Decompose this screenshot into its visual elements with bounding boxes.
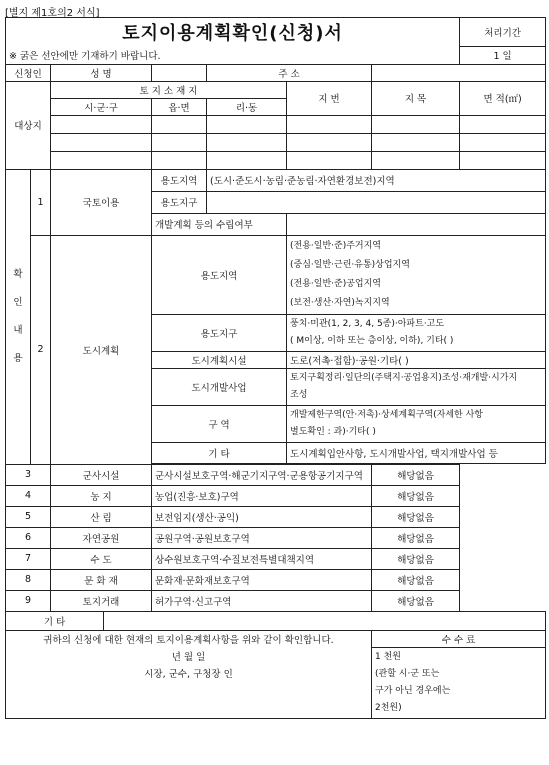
applicant-name-label: 성 명 <box>51 64 152 81</box>
confirmation-date: 년 월 일 <box>171 651 206 663</box>
forest-label: 산 림 <box>51 506 152 527</box>
confirmation-signer: 시장, 군수, 구청장 인 <box>144 668 233 680</box>
ridong-field[interactable] <box>207 133 287 151</box>
forest-status: 해당없음 <box>372 506 460 527</box>
row-number: 2 <box>31 235 51 464</box>
cultural-heritage-value: 문화재·문화재보호구역 <box>152 569 372 590</box>
land-use-form-table <box>5 17 546 719</box>
forest-value: 보전임지(생산·공익) <box>152 506 372 527</box>
confirmation-statement-block <box>6 630 372 718</box>
area-field[interactable] <box>460 115 546 133</box>
urban-zone-value: 개발제한구역(안·저촉)·상세계획구역(자세한 사항 별도확인 : 과)·기타( ) <box>287 405 546 442</box>
processing-period-value: 1 일 <box>460 46 546 64</box>
row-number: 3 <box>6 464 51 485</box>
eupmyeon-field[interactable] <box>152 133 207 151</box>
row-number: 6 <box>6 527 51 548</box>
jimok-field[interactable] <box>372 151 460 169</box>
jimok-field[interactable] <box>372 115 460 133</box>
area-field[interactable] <box>460 151 546 169</box>
urban-facility-value: 도로(저촉·접함)·공원·기타( ) <box>287 351 546 368</box>
applicant-address-field[interactable] <box>372 64 546 81</box>
military-facility-status: 해당없음 <box>372 464 460 485</box>
confirmation-statement: 귀하의 신청에 대한 현재의 토지이용계획사항을 위와 같이 확인합니다. <box>43 634 334 646</box>
jibeon-field[interactable] <box>287 151 372 169</box>
row-number: 8 <box>6 569 51 590</box>
cultural-heritage-status: 해당없음 <box>372 569 460 590</box>
row-number: 5 <box>6 506 51 527</box>
dev-plan-value[interactable] <box>287 213 546 235</box>
jibeon-label: 지 번 <box>287 81 372 115</box>
fee-value: 1 천원 (관할 시·군 또는 구가 아닌 경우에는 2천원) <box>372 647 546 718</box>
processing-period-label: 처리기간 <box>460 18 546 47</box>
urban-dev-project-value: 토지구획정리·일단의(주택지·공업용지)조성·재개발·시가지 조성 <box>287 368 546 405</box>
target-land-label: 대상지 <box>6 81 51 169</box>
row-number: 4 <box>6 485 51 506</box>
natural-park-value: 공원구역·공원보호구역 <box>152 527 372 548</box>
sigungu-field[interactable] <box>51 133 152 151</box>
urban-planning-label: 도시계획 <box>51 235 152 464</box>
ridong-label: 리·동 <box>207 98 287 115</box>
national-land-use-label: 국토이용 <box>51 169 152 235</box>
urban-etc-label: 기 타 <box>152 442 287 463</box>
farmland-label: 농 지 <box>51 485 152 506</box>
urban-etc-value: 도시계획입안사항, 도시개발사업, 택지개발사업 등 <box>287 442 546 463</box>
water-supply-label: 수 도 <box>51 548 152 569</box>
applicant-name-field[interactable] <box>152 64 207 81</box>
sigungu-field[interactable] <box>51 115 152 133</box>
sigungu-label: 시·군·구 <box>51 98 152 115</box>
instruction-note: ※ 굵은 선안에만 기재하기 바랍니다. <box>6 46 460 64</box>
urban-use-zone-value: (전용·일반·준)주거지역 (중심·일반·근린·유통)상업지역 (전용·일반·준)공업지역 (보전·생산·자연)녹지지역 <box>287 235 546 314</box>
ridong-field[interactable] <box>207 151 287 169</box>
row-number: 7 <box>6 548 51 569</box>
other-value[interactable] <box>104 611 546 630</box>
applicant-address-label: 주 소 <box>207 64 372 81</box>
eupmyeon-label: 읍·면 <box>152 98 207 115</box>
natural-park-status: 해당없음 <box>372 527 460 548</box>
land-location-label: 토 지 소 재 지 <box>51 81 287 98</box>
form-number: [별지 제1호의2 서식] <box>5 8 100 19</box>
fee-label: 수 수 료 <box>372 630 546 647</box>
farmland-value: 농업(진흥·보호)구역 <box>152 485 372 506</box>
use-zone-label: 용도지역 <box>152 169 207 191</box>
urban-use-zone-label: 용도지역 <box>152 235 287 314</box>
land-transaction-status: 해당없음 <box>372 590 460 611</box>
water-supply-value: 상수원보호구역·수질보전특별대책지역 <box>152 548 372 569</box>
use-district-label: 용도지구 <box>152 191 207 213</box>
jibeon-field[interactable] <box>287 115 372 133</box>
land-transaction-value: 허가구역·신고구역 <box>152 590 372 611</box>
urban-facility-label: 도시계획시설 <box>152 351 287 368</box>
natural-park-label: 자연공원 <box>51 527 152 548</box>
urban-dev-project-label: 도시개발사업 <box>152 368 287 405</box>
dev-plan-label: 개발계획 등의 수립여부 <box>152 213 287 235</box>
jimok-label: 지 목 <box>372 81 460 115</box>
water-supply-status: 해당없음 <box>372 548 460 569</box>
row-number: 1 <box>31 169 51 235</box>
military-facility-label: 군사시설 <box>51 464 152 485</box>
jimok-field[interactable] <box>372 133 460 151</box>
sigungu-field[interactable] <box>51 151 152 169</box>
ridong-field[interactable] <box>207 115 287 133</box>
urban-zone-label: 구 역 <box>152 405 287 442</box>
area-label: 면 적(㎡) <box>460 81 546 115</box>
use-zone-value: (도시·준도시·농림·준농림·자연환경보전)지역 <box>207 169 546 191</box>
other-label: 기 타 <box>6 611 104 630</box>
urban-use-district-value: 풍치·미관(1, 2, 3, 4, 5종)·아파트·고도 ( M이상, 이하 또는 층이상, 이하), 기타( ) <box>287 314 546 351</box>
eupmyeon-field[interactable] <box>152 115 207 133</box>
use-district-value[interactable] <box>207 191 546 213</box>
military-facility-value: 군사시설보호구역·해군기지구역·군용항공기지구역 <box>152 464 372 485</box>
applicant-label: 신청인 <box>6 64 51 81</box>
eupmyeon-field[interactable] <box>152 151 207 169</box>
cultural-heritage-label: 문 화 재 <box>51 569 152 590</box>
area-field[interactable] <box>460 133 546 151</box>
jibeon-field[interactable] <box>287 133 372 151</box>
land-transaction-label: 토지거래 <box>51 590 152 611</box>
farmland-status: 해당없음 <box>372 485 460 506</box>
row-number: 9 <box>6 590 51 611</box>
form-title: 토지이용계획확인(신청)서 <box>6 18 460 47</box>
confirmation-content-label: 확 인 내 용 <box>6 169 31 464</box>
urban-use-district-label: 용도지구 <box>152 314 287 351</box>
